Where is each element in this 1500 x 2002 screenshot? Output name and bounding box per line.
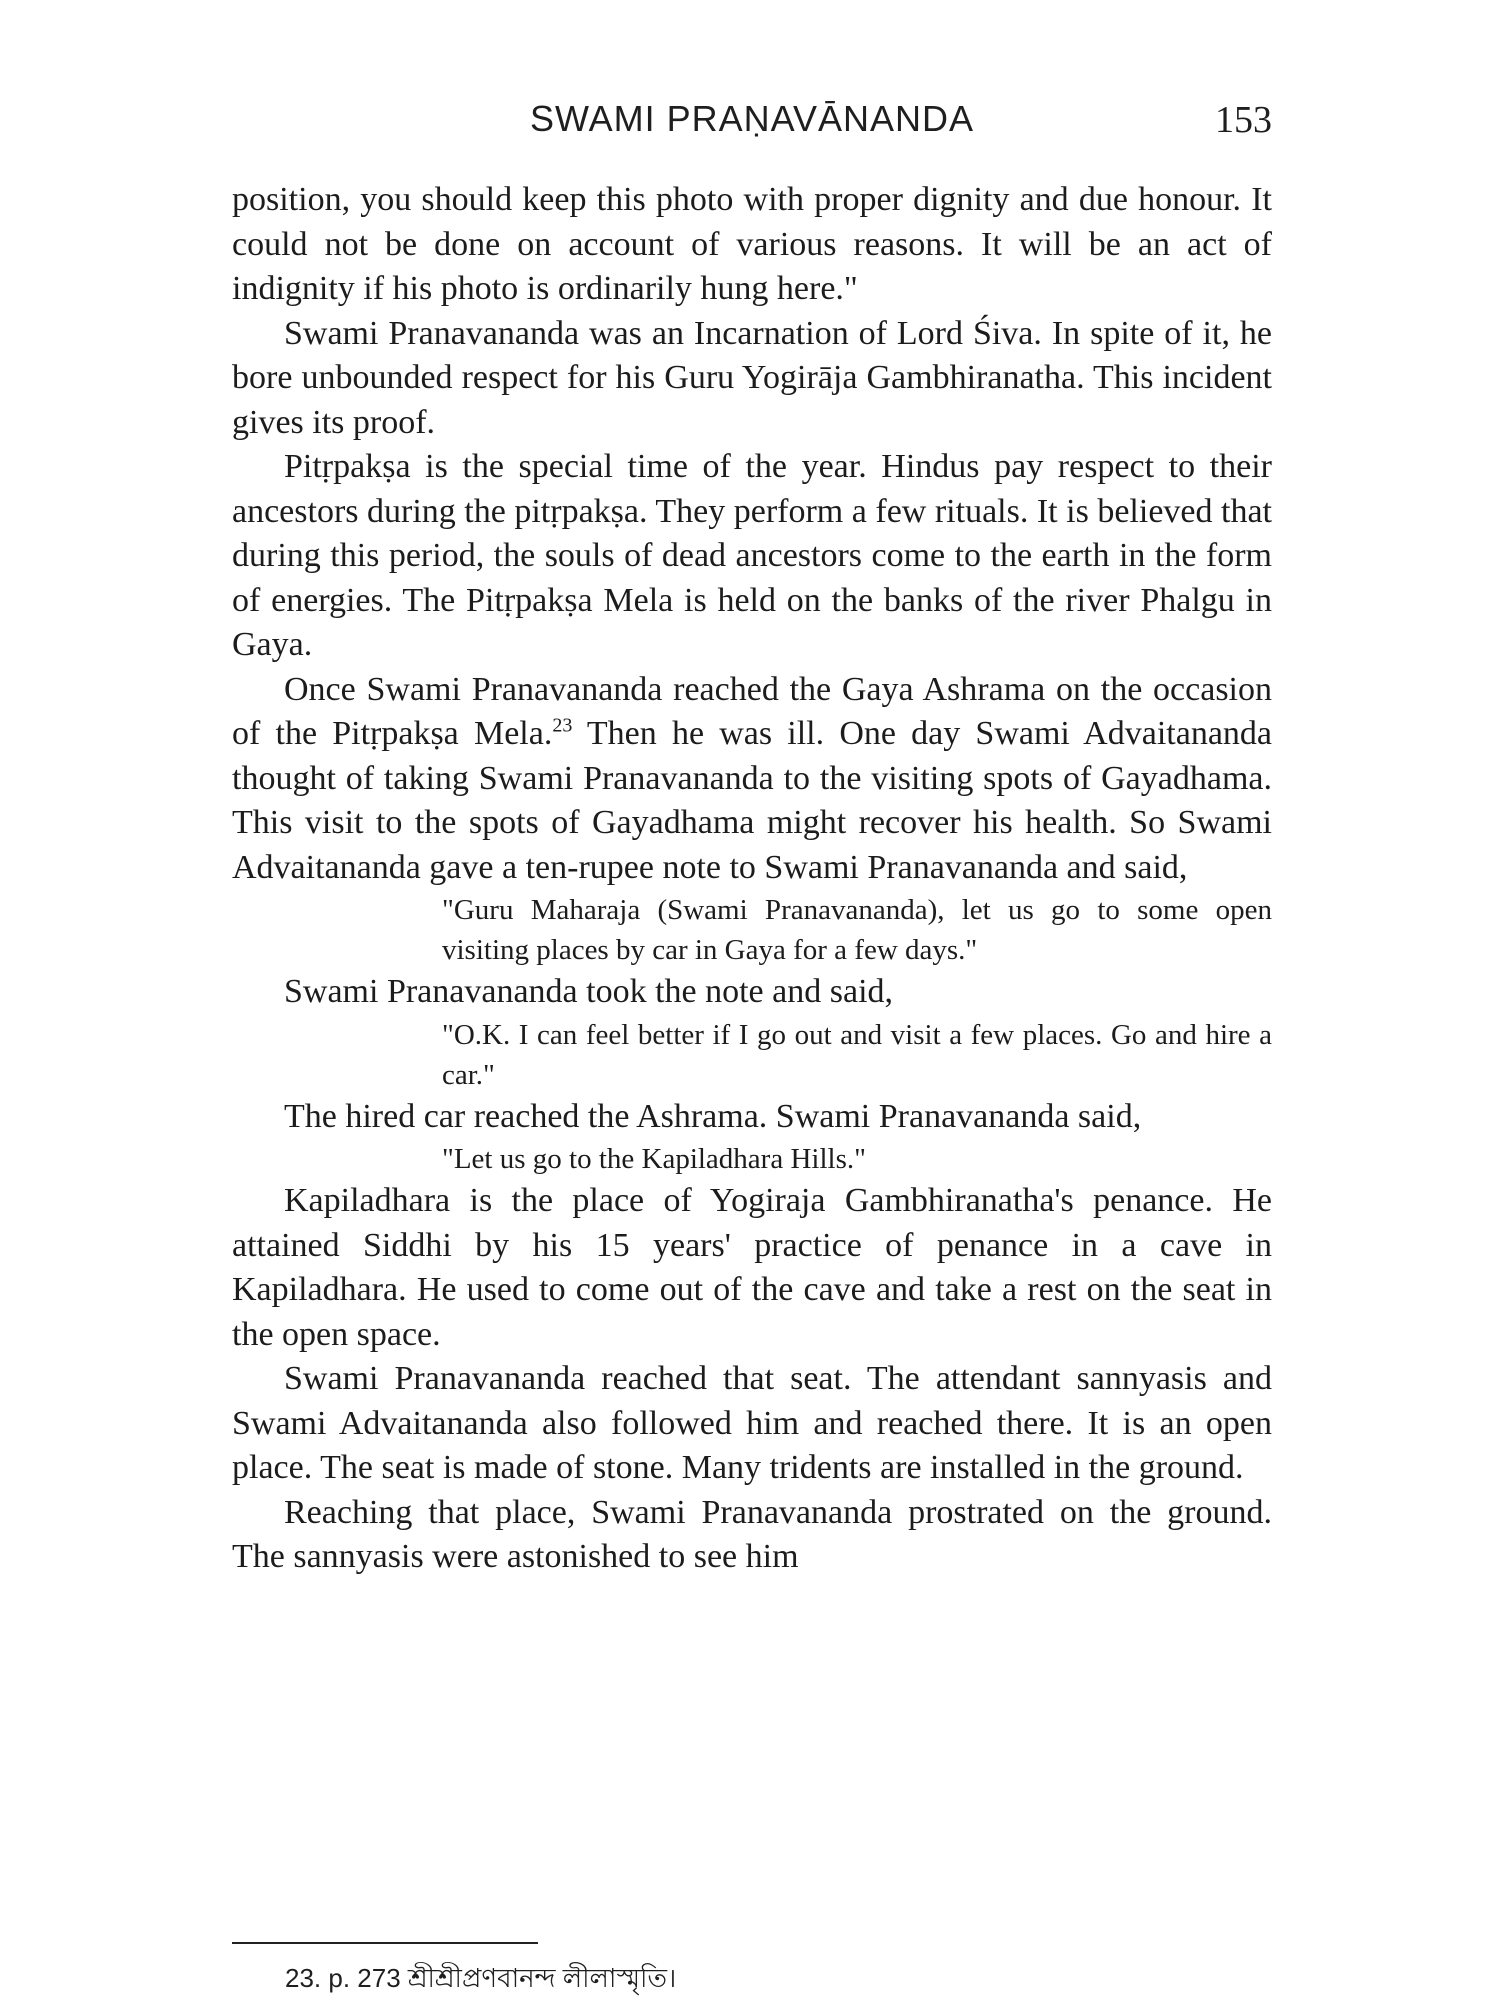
paragraph: The hired car reached the Ashrama. Swami Pranavananda said, (284, 1097, 1142, 1135)
block-quote: "Guru Maharaja (Swami Pranavananda), let us go to some open visiting places by car in Gaya for a few days." (442, 894, 1272, 966)
paragraph-text: Then he was ill. One day Swami Advaitananda thought of taking Swami Pranavananda to the visiting spots of Gayadhama. This visit to the spots of Gayadhama might recover his health. So Swami Advaitananda gave a ten-rupee note to Swami Pranavananda and said, (232, 715, 1272, 886)
block-quote: "O.K. I can feel better if I go out and visit a few places. Go and hire a car." (442, 1018, 1272, 1091)
paragraph-continued: position, you should keep this photo with proper dignity and due honour. It could not be done on account of various reasons. It will be an act of indignity if his photo is ordinarily hung here." (232, 181, 1272, 307)
paragraph: Swami Pranavananda was an Incarnation of Lord Śiva. In spite of it, he bore unbounded respect for his Guru Yogirāja Gambhiranatha. This incident gives its proof. (232, 314, 1272, 441)
footnote-divider (232, 1942, 538, 1944)
paragraph: Swami Pranavananda reached that seat. The attendant sannyasis and Swami Advaitananda also followed him and reached there. It is an open place. The seat is made of stone. Many tridents are installed in the ground. (232, 1360, 1272, 1486)
paragraph: Kapiladhara is the place of Yogiraja Gambhiranatha's penance. He attained Siddhi by his 15 years' practice of penance in a cave in Kapiladhara. He used to come out of the cave and take a rest on the seat in the open space. (232, 1182, 1272, 1353)
block-quote: "Let us go to the Kapiladhara Hills." (442, 1143, 866, 1175)
footnote-reference: 23 (552, 714, 573, 737)
paragraph: Pitṛpakṣa is the special time of the year. Hindus pay respect to their ancestors during the pitṛpakṣa. They perform a few rituals. It is believed that during this period, the souls of dead ancestors come to the earth in the form of energies. The Pitṛpakṣa Mela is held on the banks of the river Phalgu in Gaya. (232, 448, 1272, 663)
page-header (232, 98, 1272, 158)
paragraph (232, 668, 1272, 891)
paragraph: Reaching that place, Swami Pranavananda prostrated on the ground. The sannyasis were astonished to see him (232, 1493, 1272, 1575)
paragraph-text: Once Swami Pranavananda reached the Gaya Ashrama on the occasion of the Pitṛpakṣa Mela. (232, 670, 1272, 752)
page-number: 153 (1215, 99, 1272, 141)
paragraph: Swami Pranavananda took the note and said, (284, 973, 894, 1010)
body-text (232, 178, 1272, 1580)
footnote: 23. p. 273 শ্রীশ্রীপ্রণবানন্দ লীলাস্মৃতি। (285, 1963, 677, 1993)
running-title: SWAMI PRAṆAVĀNANDA (529, 98, 975, 139)
